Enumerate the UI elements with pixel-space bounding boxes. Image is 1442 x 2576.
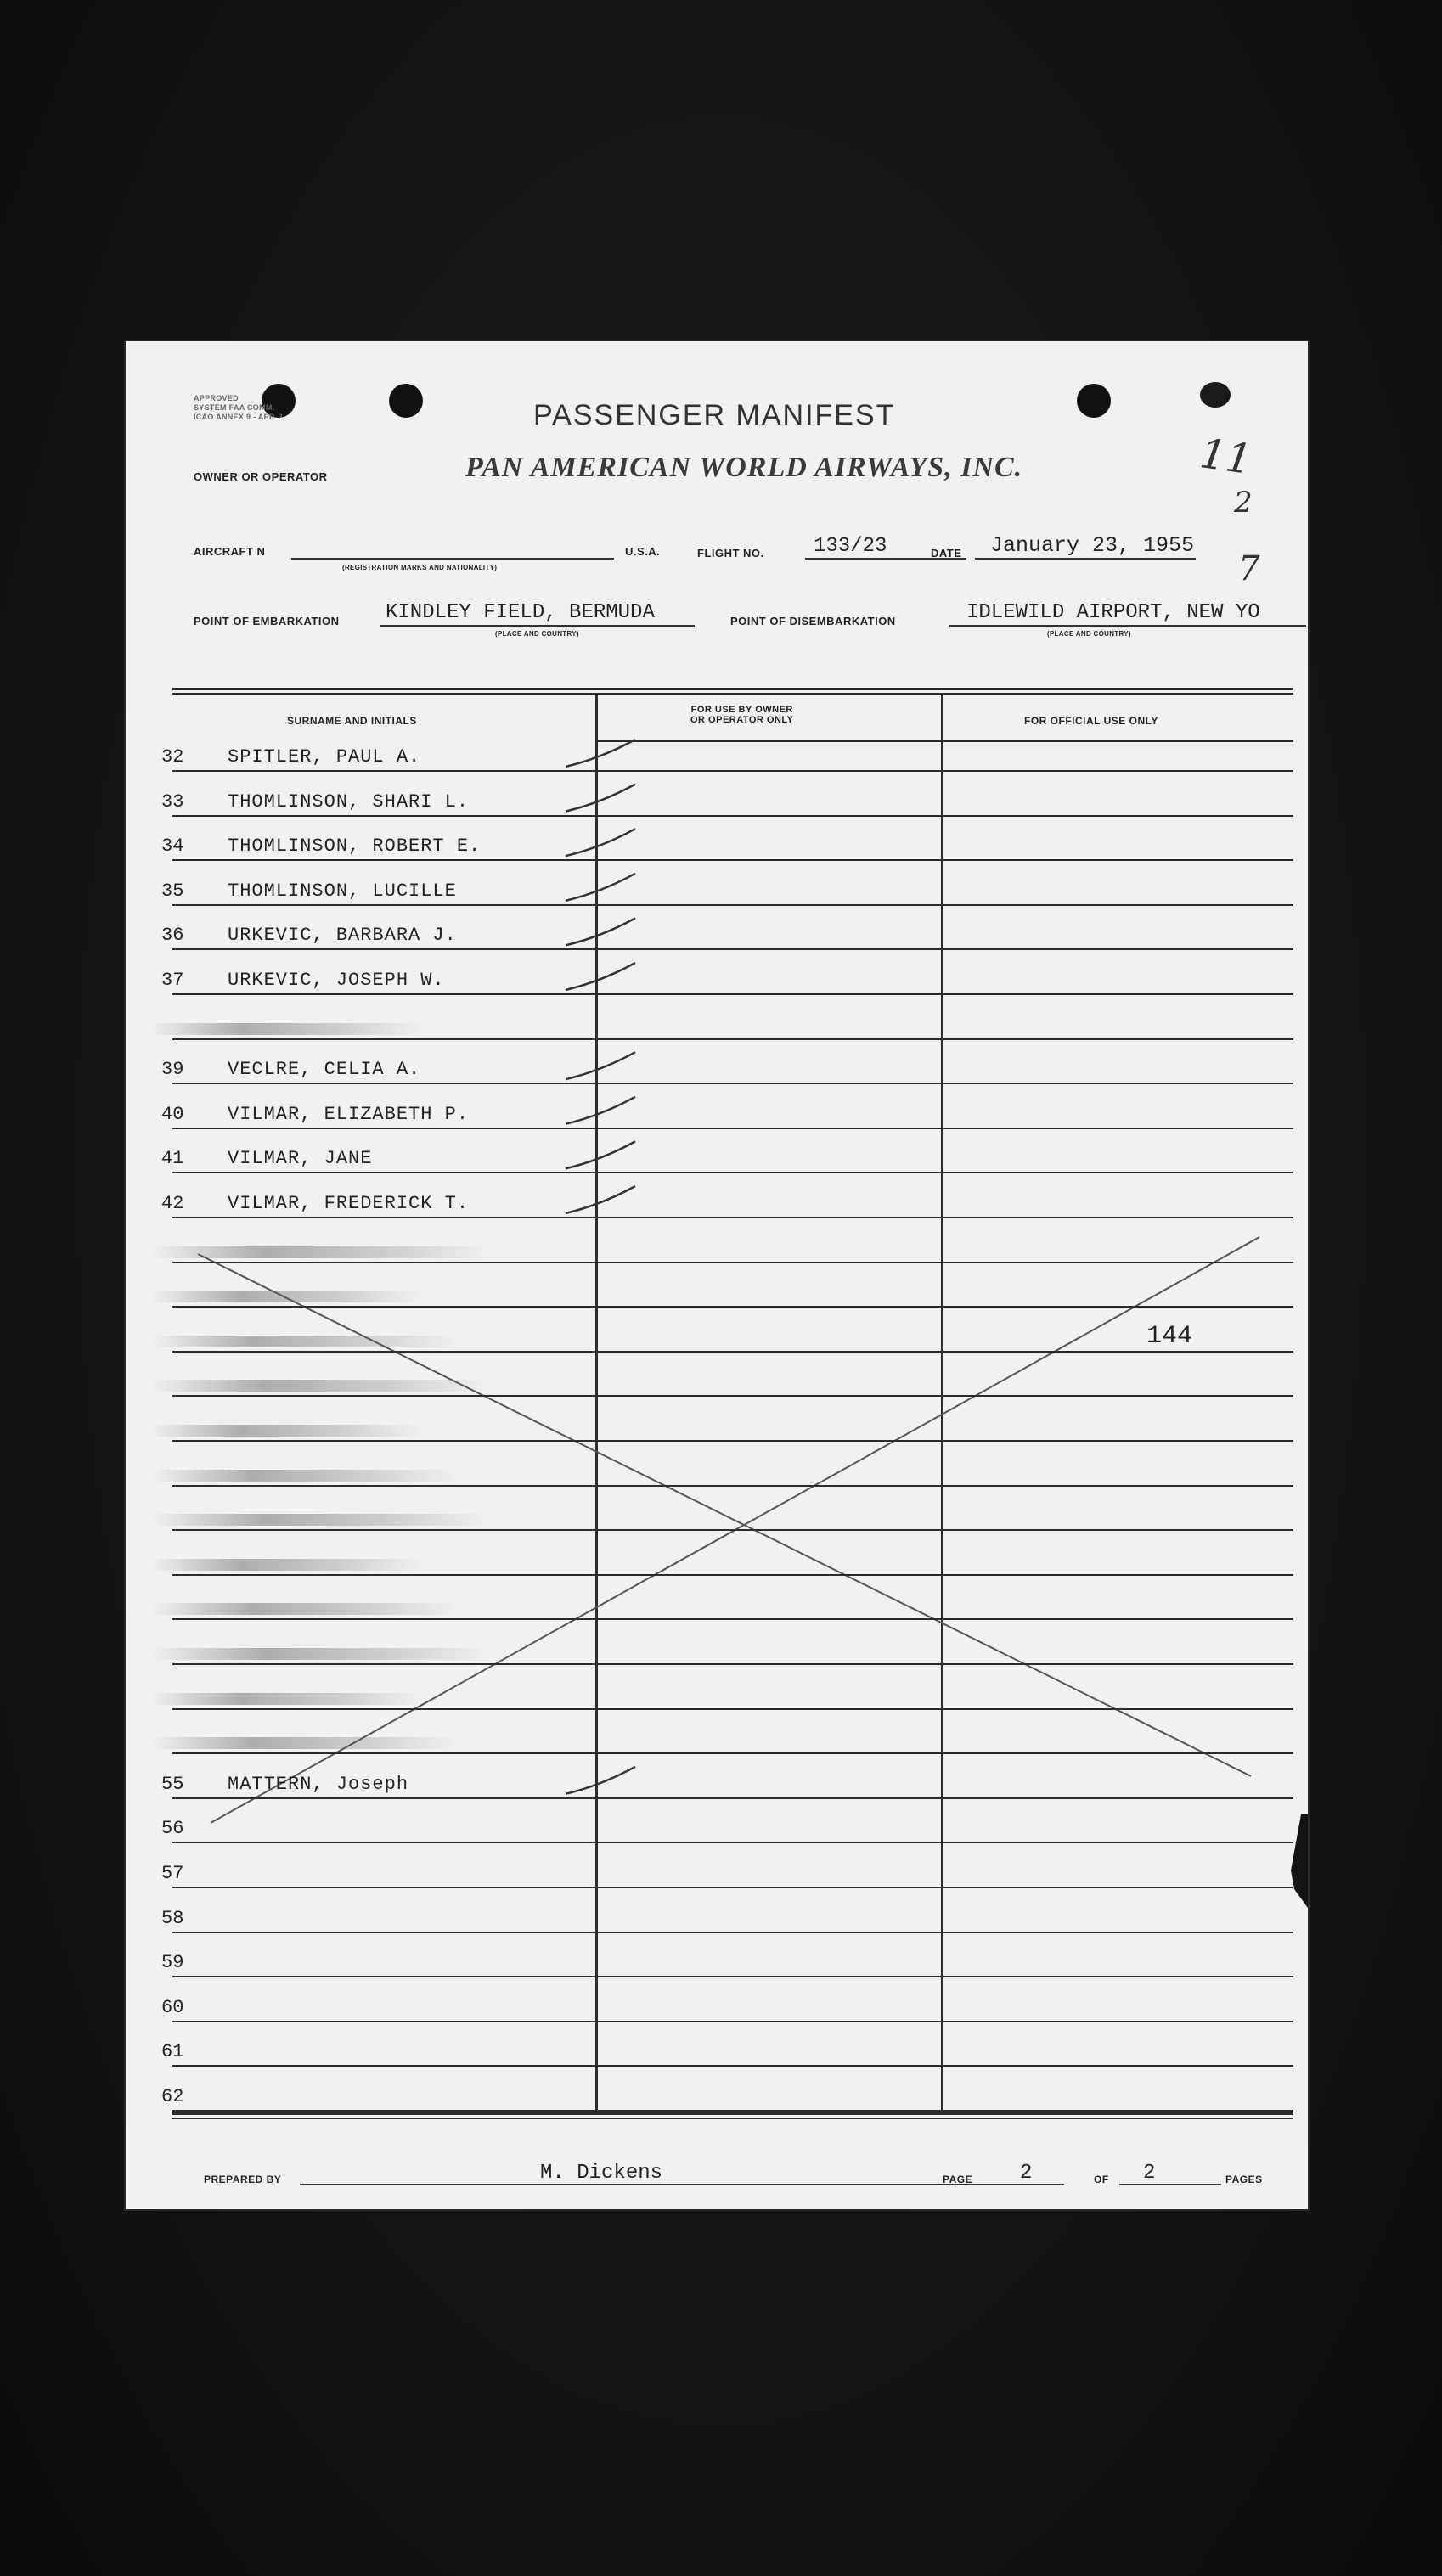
check-mark xyxy=(566,963,635,990)
row-rule xyxy=(172,1440,1293,1442)
check-mark xyxy=(566,1767,635,1794)
row-number: 36 xyxy=(161,925,184,946)
row-rule xyxy=(172,1172,1293,1173)
passenger-name: THOMLINSON, LUCILLE xyxy=(228,880,457,902)
erased-entry xyxy=(151,1470,457,1482)
check-marks xyxy=(566,740,635,1794)
check-mark xyxy=(566,1141,635,1168)
row-number: 56 xyxy=(161,1818,184,1839)
row-rule xyxy=(172,2110,1293,2112)
row-number: 40 xyxy=(161,1104,184,1125)
row-rule xyxy=(172,1128,1293,1129)
col-header-official: FOR OFFICIAL USE ONLY xyxy=(1024,715,1158,727)
erased-entry xyxy=(151,1023,423,1035)
row-rule xyxy=(172,1217,1293,1218)
col-header-owner-line: FOR USE BY OWNER xyxy=(690,705,793,715)
erased-entry xyxy=(151,1559,423,1571)
row-rule xyxy=(172,2065,1293,2067)
passenger-name: VILMAR, ELIZABETH P. xyxy=(228,1104,470,1125)
margin-note: 7 xyxy=(1238,549,1260,588)
passenger-name: MATTERN, Joseph xyxy=(228,1774,409,1795)
check-mark xyxy=(566,1186,635,1213)
approval-line: SYSTEM FAA COMM. xyxy=(194,403,275,412)
erased-entry xyxy=(151,1336,457,1347)
row-rule xyxy=(172,1797,1293,1799)
annotation-overlay xyxy=(126,341,1308,2209)
of-label: OF xyxy=(1094,2174,1109,2185)
check-mark xyxy=(566,829,635,856)
erased-entry xyxy=(151,1425,423,1437)
row-number: 60 xyxy=(161,1997,184,2018)
row-number: 62 xyxy=(161,2086,184,2107)
check-mark xyxy=(566,874,635,901)
manifest-page xyxy=(126,341,1308,2209)
row-rule xyxy=(172,1618,1293,1620)
passenger-name: VILMAR, JANE xyxy=(228,1148,373,1169)
row-number: 55 xyxy=(161,1774,184,1795)
aircraft-label: AIRCRAFT N xyxy=(194,545,266,558)
row-number: 37 xyxy=(161,970,184,991)
prepared-value: M. Dickens xyxy=(540,2162,663,2185)
page-value: 2 xyxy=(1020,2162,1033,2185)
disembark-label: POINT OF DISEMBARKATION xyxy=(730,615,896,627)
row-number: 57 xyxy=(161,1863,184,1884)
row-rule xyxy=(172,948,1293,950)
check-mark xyxy=(566,1097,635,1124)
embark-label: POINT OF EMBARKATION xyxy=(194,615,340,627)
row-rule xyxy=(172,1262,1293,1263)
row-number: 58 xyxy=(161,1908,184,1929)
of-value: 2 xyxy=(1143,2162,1156,2185)
erased-entry xyxy=(151,1514,491,1526)
row-rule xyxy=(172,1395,1293,1397)
check-mark xyxy=(566,918,635,945)
owner-value: PAN AMERICAN WORLD AIRWAYS, INC. xyxy=(465,452,1023,483)
row-rule xyxy=(172,1574,1293,1576)
row-rule xyxy=(172,1887,1293,1888)
passenger-name: VILMAR, FREDERICK T. xyxy=(228,1193,470,1214)
row-rule xyxy=(172,1351,1293,1353)
pages-label: PAGES xyxy=(1225,2174,1263,2185)
row-number: 35 xyxy=(161,880,184,902)
passenger-name: THOMLINSON, ROBERT E. xyxy=(228,835,482,857)
flight-label: FLIGHT NO. xyxy=(697,547,764,560)
row-rule xyxy=(172,1529,1293,1531)
erased-entry xyxy=(151,1603,457,1615)
prepared-label: PREPARED BY xyxy=(204,2174,282,2185)
row-rule xyxy=(172,993,1293,995)
row-rule xyxy=(172,1306,1293,1308)
row-rule xyxy=(172,1038,1293,1040)
row-rule xyxy=(172,1708,1293,1710)
passenger-name: URKEVIC, BARBARA J. xyxy=(228,925,457,946)
erased-entry xyxy=(151,1380,491,1392)
erased-entry xyxy=(151,1246,491,1258)
erased-entry xyxy=(151,1291,423,1302)
row-rule xyxy=(172,859,1293,861)
col-header-owner-line: OR OPERATOR ONLY xyxy=(690,715,794,725)
row-rule xyxy=(172,2021,1293,2022)
embark-sublabel: (PLACE AND COUNTRY) xyxy=(495,630,579,638)
row-number: 41 xyxy=(161,1148,184,1169)
erased-entry xyxy=(151,1737,457,1749)
passenger-name: THOMLINSON, SHARI L. xyxy=(228,791,470,813)
row-rule xyxy=(172,1752,1293,1754)
official-note: 144 xyxy=(1146,1322,1193,1351)
col-header-surname: SURNAME AND INITIALS xyxy=(287,715,417,727)
row-rule xyxy=(172,1663,1293,1665)
passenger-name: URKEVIC, JOSEPH W. xyxy=(228,970,445,991)
disembark-value: IDLEWILD AIRPORT, NEW YO xyxy=(966,601,1260,624)
row-rule xyxy=(172,1976,1293,1977)
aircraft-sublabel: (REGISTRATION MARKS AND NATIONALITY) xyxy=(342,564,498,571)
row-number: 42 xyxy=(161,1193,184,1214)
row-rule xyxy=(172,770,1293,772)
row-number: 59 xyxy=(161,1952,184,1973)
usa-label: U.S.A. xyxy=(625,545,661,558)
row-rule xyxy=(172,815,1293,817)
date-value: January 23, 1955 xyxy=(990,533,1195,558)
row-number: 39 xyxy=(161,1059,184,1080)
row-rule xyxy=(172,904,1293,906)
row-rule xyxy=(172,1083,1293,1084)
margin-note: 2 xyxy=(1234,486,1253,520)
page-label: PAGE xyxy=(943,2174,973,2185)
flight-value: 133/23 xyxy=(814,535,887,558)
check-mark xyxy=(566,740,635,767)
form-title: PASSENGER MANIFEST xyxy=(533,399,896,431)
row-number: 32 xyxy=(161,746,184,768)
check-mark xyxy=(566,785,635,812)
row-number: 61 xyxy=(161,2041,184,2062)
embark-value: KINDLEY FIELD, BERMUDA xyxy=(386,601,655,624)
approval-line: APPROVED xyxy=(194,394,239,402)
row-number: 33 xyxy=(161,791,184,813)
erased-entry xyxy=(151,1693,423,1705)
row-rule xyxy=(172,1842,1293,1843)
margin-note: 11 xyxy=(1197,430,1255,484)
date-label: DATE xyxy=(931,547,962,560)
check-mark xyxy=(566,1052,635,1079)
row-number: 34 xyxy=(161,835,184,857)
disembark-sublabel: (PLACE AND COUNTRY) xyxy=(1047,630,1131,638)
row-rule xyxy=(172,1485,1293,1487)
row-rule xyxy=(172,1932,1293,1933)
passenger-name: SPITLER, PAUL A. xyxy=(228,746,421,768)
passenger-name: VECLRE, CELIA A. xyxy=(228,1059,421,1080)
erased-entry xyxy=(151,1648,491,1660)
approval-line: ICAO ANNEX 9 - APP. 2 xyxy=(194,413,283,421)
owner-label: OWNER OR OPERATOR xyxy=(194,470,328,483)
